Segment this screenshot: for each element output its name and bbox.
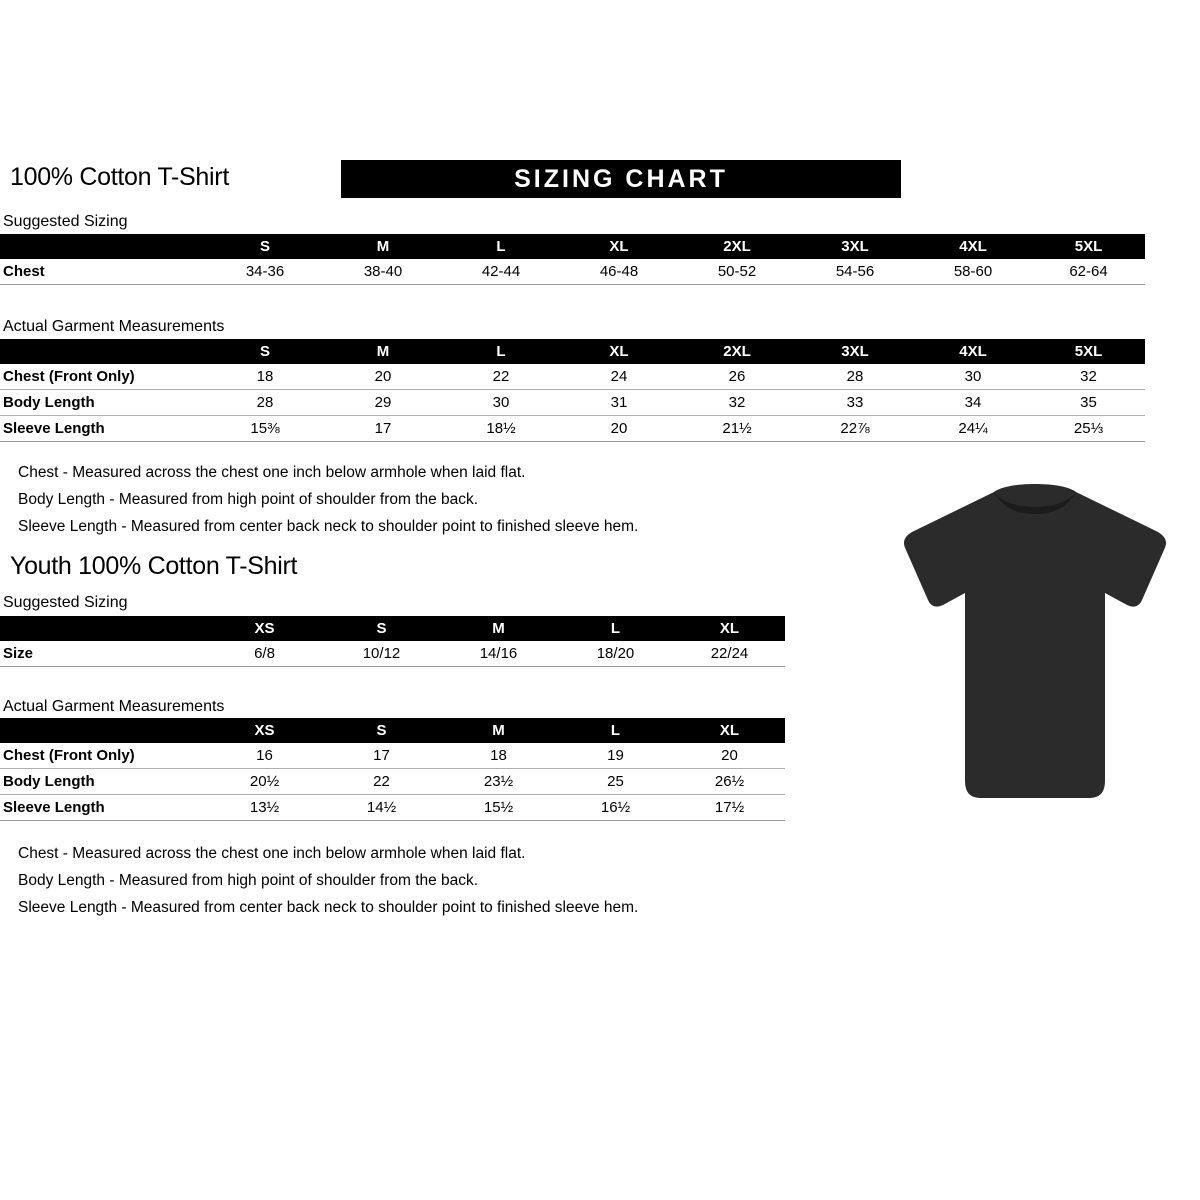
col-header: S xyxy=(323,616,440,641)
col-header xyxy=(0,339,206,364)
cell: 19 xyxy=(557,743,674,769)
note-line: Body Length - Measured from high point of shoulder from the back. xyxy=(18,872,479,889)
col-header: M xyxy=(440,616,557,641)
col-header: 4XL xyxy=(914,234,1032,259)
table-row xyxy=(0,259,1145,285)
cell: 20 xyxy=(674,743,785,769)
col-header: M xyxy=(324,234,442,259)
t-shirt-icon xyxy=(890,480,1180,810)
col-header: 4XL xyxy=(914,339,1032,364)
row-label: Chest xyxy=(0,259,206,285)
cell: 28 xyxy=(796,364,914,390)
table-row xyxy=(0,364,1145,390)
cell: 28 xyxy=(206,390,324,416)
cell: 21½ xyxy=(678,416,796,442)
cell: 34 xyxy=(914,390,1032,416)
col-header: XL xyxy=(674,718,785,743)
cell: 25⅓ xyxy=(1032,416,1145,442)
cell: 32 xyxy=(678,390,796,416)
table-header-row xyxy=(0,339,1145,364)
cell: 54-56 xyxy=(796,259,914,285)
table-header-row xyxy=(0,234,1145,259)
cell: 32 xyxy=(1032,364,1145,390)
table-header-row xyxy=(0,718,785,743)
col-header: XS xyxy=(206,616,323,641)
row-label: Size xyxy=(0,641,206,667)
note-line: Chest - Measured across the chest one inch below armhole when laid flat. xyxy=(18,845,526,862)
cell: 30 xyxy=(914,364,1032,390)
adult-notes xyxy=(18,459,638,540)
col-header xyxy=(0,718,206,743)
youth-actual-table xyxy=(0,718,785,821)
cell: 24 xyxy=(560,364,678,390)
adult-title-row xyxy=(10,163,229,192)
cell: 30 xyxy=(442,390,560,416)
row-label: Sleeve Length xyxy=(0,795,206,821)
cell: 22⅞ xyxy=(796,416,914,442)
cell: 24¼ xyxy=(914,416,1032,442)
cell: 10/12 xyxy=(323,641,440,667)
col-header: XL xyxy=(560,339,678,364)
col-header: M xyxy=(440,718,557,743)
cell: 25 xyxy=(557,769,674,795)
cell: 18½ xyxy=(442,416,560,442)
cell: 34-36 xyxy=(206,259,324,285)
adult-section-title: 100% Cotton T-Shirt xyxy=(10,163,229,191)
col-header: L xyxy=(442,339,560,364)
cell: 58-60 xyxy=(914,259,1032,285)
cell: 22 xyxy=(442,364,560,390)
cell: 6/8 xyxy=(206,641,323,667)
cell: 62-64 xyxy=(1032,259,1145,285)
row-label: Chest (Front Only) xyxy=(0,743,206,769)
note-line: Body Length - Measured from high point of shoulder from the back. xyxy=(18,491,479,508)
cell: 46-48 xyxy=(560,259,678,285)
col-header: XL xyxy=(674,616,785,641)
row-label: Sleeve Length xyxy=(0,416,206,442)
col-header: XS xyxy=(206,718,323,743)
cell: 15⅜ xyxy=(206,416,324,442)
cell: 16 xyxy=(206,743,323,769)
youth-suggested-table xyxy=(0,616,785,667)
table-row xyxy=(0,390,1145,416)
table-row xyxy=(0,641,785,667)
note-line: Sleeve Length - Measured from center back neck to shoulder point to finished sleeve hem. xyxy=(18,899,639,916)
cell: 20½ xyxy=(206,769,323,795)
cell: 14/16 xyxy=(440,641,557,667)
row-label: Body Length xyxy=(0,390,206,416)
col-header: L xyxy=(557,718,674,743)
youth-section-title: Youth 100% Cotton T-Shirt xyxy=(10,552,298,580)
row-label: Chest (Front Only) xyxy=(0,364,206,390)
cell: 35 xyxy=(1032,390,1145,416)
col-header: 3XL xyxy=(796,339,914,364)
cell: 15½ xyxy=(440,795,557,821)
youth-suggested-label: Suggested Sizing xyxy=(3,594,128,611)
row-label: Body Length xyxy=(0,769,206,795)
cell: 50-52 xyxy=(678,259,796,285)
col-header: S xyxy=(323,718,440,743)
cell: 18 xyxy=(440,743,557,769)
cell: 13½ xyxy=(206,795,323,821)
col-header: 5XL xyxy=(1032,234,1145,259)
col-header: L xyxy=(442,234,560,259)
cell: 20 xyxy=(560,416,678,442)
adult-suggested-table xyxy=(0,234,1145,285)
table-row xyxy=(0,416,1145,442)
t-shirt-illustration xyxy=(890,480,1180,810)
cell: 31 xyxy=(560,390,678,416)
col-header: M xyxy=(324,339,442,364)
table-row xyxy=(0,743,785,769)
col-header: S xyxy=(206,234,324,259)
table-row xyxy=(0,795,785,821)
cell: 29 xyxy=(324,390,442,416)
cell: 17 xyxy=(323,743,440,769)
cell: 42-44 xyxy=(442,259,560,285)
cell: 18 xyxy=(206,364,324,390)
cell: 33 xyxy=(796,390,914,416)
table-header-row xyxy=(0,616,785,641)
cell: 26 xyxy=(678,364,796,390)
cell: 23½ xyxy=(440,769,557,795)
cell: 18/20 xyxy=(557,641,674,667)
youth-title-row xyxy=(10,552,297,581)
cell: 20 xyxy=(324,364,442,390)
col-header xyxy=(0,616,206,641)
col-header: 5XL xyxy=(1032,339,1145,364)
sizing-chart-banner: SIZING CHART xyxy=(341,160,901,198)
cell: 16½ xyxy=(557,795,674,821)
col-header: 3XL xyxy=(796,234,914,259)
adult-actual-label: Actual Garment Measurements xyxy=(3,318,225,335)
col-header xyxy=(0,234,206,259)
table-row xyxy=(0,769,785,795)
col-header: L xyxy=(557,616,674,641)
col-header: 2XL xyxy=(678,339,796,364)
cell: 22/24 xyxy=(674,641,785,667)
cell: 38-40 xyxy=(324,259,442,285)
adult-actual-table xyxy=(0,339,1145,442)
youth-notes xyxy=(18,840,638,921)
cell: 14½ xyxy=(323,795,440,821)
cell: 22 xyxy=(323,769,440,795)
adult-suggested-label: Suggested Sizing xyxy=(3,213,128,230)
youth-actual-label: Actual Garment Measurements xyxy=(3,698,225,715)
cell: 26½ xyxy=(674,769,785,795)
col-header: 2XL xyxy=(678,234,796,259)
note-line: Sleeve Length - Measured from center back neck to shoulder point to finished sleeve hem. xyxy=(18,518,639,535)
col-header: S xyxy=(206,339,324,364)
cell: 17½ xyxy=(674,795,785,821)
col-header: XL xyxy=(560,234,678,259)
note-line: Chest - Measured across the chest one inch below armhole when laid flat. xyxy=(18,464,526,481)
cell: 17 xyxy=(324,416,442,442)
